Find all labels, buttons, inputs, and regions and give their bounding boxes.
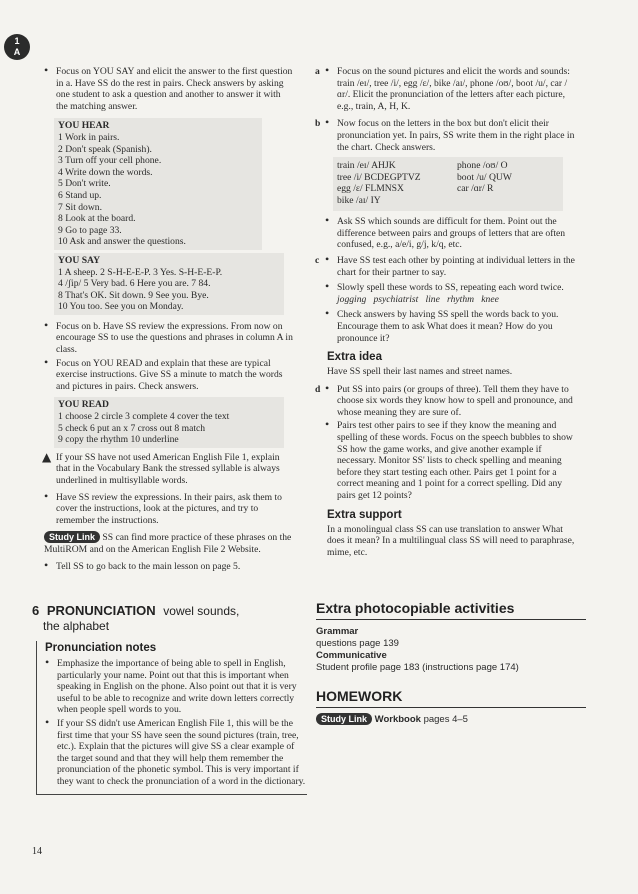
list-item: 1 Work in pairs. bbox=[58, 131, 120, 143]
chart-row: egg /ɛ/ FLMNSX bbox=[337, 183, 404, 195]
lesson-badge bbox=[4, 34, 30, 60]
pronunciation-notes bbox=[36, 641, 307, 795]
list-item: 9 Go to page 33. bbox=[58, 224, 122, 236]
homework-title: HOMEWORK bbox=[316, 688, 586, 708]
list-item: 2 Don't speak (Spanish). bbox=[58, 143, 152, 155]
sound-chart bbox=[333, 157, 563, 211]
homework-line bbox=[316, 713, 586, 726]
step-label: a bbox=[315, 66, 320, 77]
section-subtitle: vowel sounds, bbox=[163, 604, 240, 618]
badge-letter: A bbox=[13, 47, 21, 57]
paragraph: • Emphasize the importance of being able to spell in English, particularly your name. Point out that this is important when speaking in English on the phone. Also point out that it is very useful to be able to recognize and write down letters correctly when people spell words to you. bbox=[45, 658, 307, 716]
list-item: 10 Ask and answer the questions. bbox=[58, 236, 186, 248]
list-item: 1 A sheep. 2 S-H-E-E-P. 3 Yes. S-H-E-E-P. bbox=[58, 266, 223, 278]
you-hear-box bbox=[54, 118, 262, 250]
chart-row: phone /oʊ/ O bbox=[457, 160, 508, 172]
step-label: c bbox=[315, 254, 320, 266]
workbook-text: pages 4–5 bbox=[423, 714, 468, 725]
list-item: 10 You too. See you on Monday. bbox=[58, 301, 184, 313]
left-column bbox=[44, 66, 294, 572]
warning-note bbox=[42, 449, 294, 487]
step-text: Put SS into pairs (or groups of three). Tell them they have to choose six words they know how to spell and pronounce, and whose meaning they are sure of. bbox=[337, 383, 573, 418]
list-item: 8 That's OK. Sit down. 9 See you. Bye. bbox=[58, 289, 209, 301]
you-say-title: YOU SAY bbox=[58, 254, 101, 266]
extra-support-text: In a monolingual class SS can use translation to answer What does it mean? In a multilingual class SS will need to paraphrase, mime, etc. bbox=[327, 523, 575, 558]
paragraph: • Check answers by having SS spell the words back to you. Encourage them to ask What does it mean? How do you pronounce it? bbox=[325, 309, 575, 344]
list-item: 6 Stand up. bbox=[58, 189, 102, 201]
section-number: 6 bbox=[32, 603, 40, 618]
step-label: b bbox=[315, 118, 321, 130]
photocopiable-section bbox=[316, 600, 586, 726]
extra-idea-title: Extra idea bbox=[327, 351, 382, 364]
step-text: Focus on the sound pictures and elicit the words and sounds: train /eɪ/, tree /i/, egg /ɛ/, bike /aɪ/, phone /oʊ/, boot /u/, car /ɑr/. Elicit the pronunciation of the letters after each picture, e.g., train, A, H, K. bbox=[337, 66, 570, 112]
list-item: 8 Look at the board. bbox=[58, 213, 136, 225]
list-item: 3 Turn off your cell phone. bbox=[58, 155, 162, 167]
list-item: 9 copy the rhythm 10 underline bbox=[58, 434, 179, 446]
extra-support-title: Extra support bbox=[327, 508, 402, 521]
list-item: 5 check 6 put an x 7 cross out 8 match bbox=[58, 422, 206, 434]
you-read-box bbox=[54, 397, 284, 447]
spelling-words: jogging psychiatrist line rhythm knee bbox=[337, 293, 499, 305]
step-d: d • Put SS into pairs (or groups of three). Tell them they have to choose six words they know how to spell and pronounce, and whose meaning they are sure of. bbox=[315, 380, 573, 418]
you-hear-title: YOU HEAR bbox=[58, 120, 110, 132]
list-item: 4 Write down the words. bbox=[58, 166, 153, 178]
paragraph: • If your SS didn't use American English File 1, this will be the first time that your SS have seen the sound pictures (train, tree, etc.). Explain that the pictures will give SS a clear example of the target sound and that they will help them remember the pronunciation of the phonetic symbol. This is very important if they want to check the pronunciation of a word in the dictionary. bbox=[45, 718, 307, 788]
notes-title: Pronunciation notes bbox=[45, 642, 157, 654]
grammar-text: questions page 139 bbox=[316, 638, 399, 649]
study-link-text: SS can find more practice of these phrases on the MultiROM and on the American English File 2 Website. bbox=[44, 532, 292, 555]
extra-idea-text: Have SS spell their last names and street names. bbox=[327, 366, 513, 378]
grammar-label: Grammar bbox=[316, 626, 359, 637]
you-read-title: YOU READ bbox=[58, 399, 109, 411]
paragraph: • Slowly spell these words to SS, repeating each word twice. bbox=[325, 282, 575, 294]
workbook-label: Workbook bbox=[374, 714, 421, 725]
page-number: 14 bbox=[32, 846, 42, 857]
warning-icon: ▲ bbox=[42, 449, 52, 464]
list-item: 5 Don't write. bbox=[58, 178, 111, 190]
badge-number: 1 bbox=[14, 36, 20, 46]
study-link-badge: Study Link bbox=[44, 531, 100, 543]
list-item: 4 /ʃip/ 5 Very bad. 6 Here you are. 7 84. bbox=[58, 278, 211, 290]
paragraph: • Focus on YOU READ and explain that these are typical exercise instructions. Give SS a minute to match the words and pictures in pairs. Check answers. bbox=[44, 358, 294, 393]
right-column bbox=[315, 63, 575, 558]
study-link-badge: Study Link bbox=[316, 713, 372, 725]
chart-row: boot /u/ QUW bbox=[457, 171, 512, 183]
chart-row: tree /i/ BCDEGPTVZ bbox=[337, 171, 421, 183]
chart-row: train /eɪ/ AHJK bbox=[337, 160, 396, 172]
chart-row: bike /aɪ/ IY bbox=[337, 194, 381, 206]
list-item: 7 Sit down. bbox=[58, 201, 102, 213]
step-c: c • Have SS test each other by pointing at individual letters in the chart for their partner to say. bbox=[315, 251, 575, 278]
paragraph: • Focus on YOU SAY and elicit the answer to the first question in a. Have SS do the rest in pairs. Check answers by asking one student to ask a question and another to answer it with the matching answer. bbox=[44, 66, 294, 112]
section-subtitle-2: the alphabet bbox=[43, 619, 110, 633]
study-link-note bbox=[44, 531, 294, 555]
paragraph: • Focus on b. Have SS review the expressions. From now on encourage SS to use the questions and phrases in column A in class. bbox=[44, 321, 294, 356]
step-label: d bbox=[315, 383, 321, 395]
section-heading bbox=[32, 603, 302, 634]
paragraph: • Tell SS to go back to the main lesson on page 5. bbox=[44, 561, 294, 573]
step-text: Have SS test each other by pointing at individual letters in the chart for their partner to say. bbox=[337, 254, 575, 278]
paragraph: • Ask SS which sounds are difficult for them. Point out the difference between pairs and groups of letters that are often confused, e.g., a/e/i, g/j, k/q, etc. bbox=[325, 216, 575, 251]
photocopiable-title: Extra photocopiable activities bbox=[316, 600, 586, 620]
you-say-box bbox=[54, 253, 284, 315]
paragraph: • Pairs test other pairs to see if they know the meaning and spelling of these words. Focus on the speech bubbles to show SS how the game works, and give another example if necessary. Monitor SS' lists to check spelling and meaning before they start testing each other. Pairs get 1 point for a correct meaning and 1 point for a correct spelling. Did any pairs get 12 points? bbox=[325, 420, 575, 501]
communicative-text: Student profile page 183 (instructions page 174) bbox=[316, 662, 519, 673]
paragraph: • Have SS review the expressions. In their pairs, ask them to cover the instructions, look at the pictures, and try to remember the instructions. bbox=[44, 492, 294, 527]
section-title: PRONUNCIATION bbox=[46, 603, 156, 618]
step-text: Now focus on the letters in the box but don't elicit their pronunciation yet. In pairs, SS write them in the right place in the chart. Check answers. bbox=[337, 118, 575, 153]
step-a: a • Focus on the sound pictures and elicit the words and sounds: train /eɪ/, tree /i/, egg /ɛ/, bike /aɪ/, phone /oʊ/, boot /u/, car /ɑr/. Elicit the pronunciation of the letters after each picture, e.g., train, A, H, K. bbox=[315, 63, 570, 112]
communicative-label: Communicative bbox=[316, 650, 387, 661]
list-item: 1 choose 2 circle 3 complete 4 cover the text bbox=[58, 411, 230, 423]
chart-row: car /ɑr/ R bbox=[457, 183, 494, 195]
step-b: b • Now focus on the letters in the box but don't elicit their pronunciation yet. In pairs, SS write them in the right place in the chart. Check answers. bbox=[315, 115, 575, 153]
warning-text: If your SS have not used American English File 1, explain that in the Vocabulary Bank the stressed syllable is always underlined in multisyllable words. bbox=[56, 451, 280, 486]
